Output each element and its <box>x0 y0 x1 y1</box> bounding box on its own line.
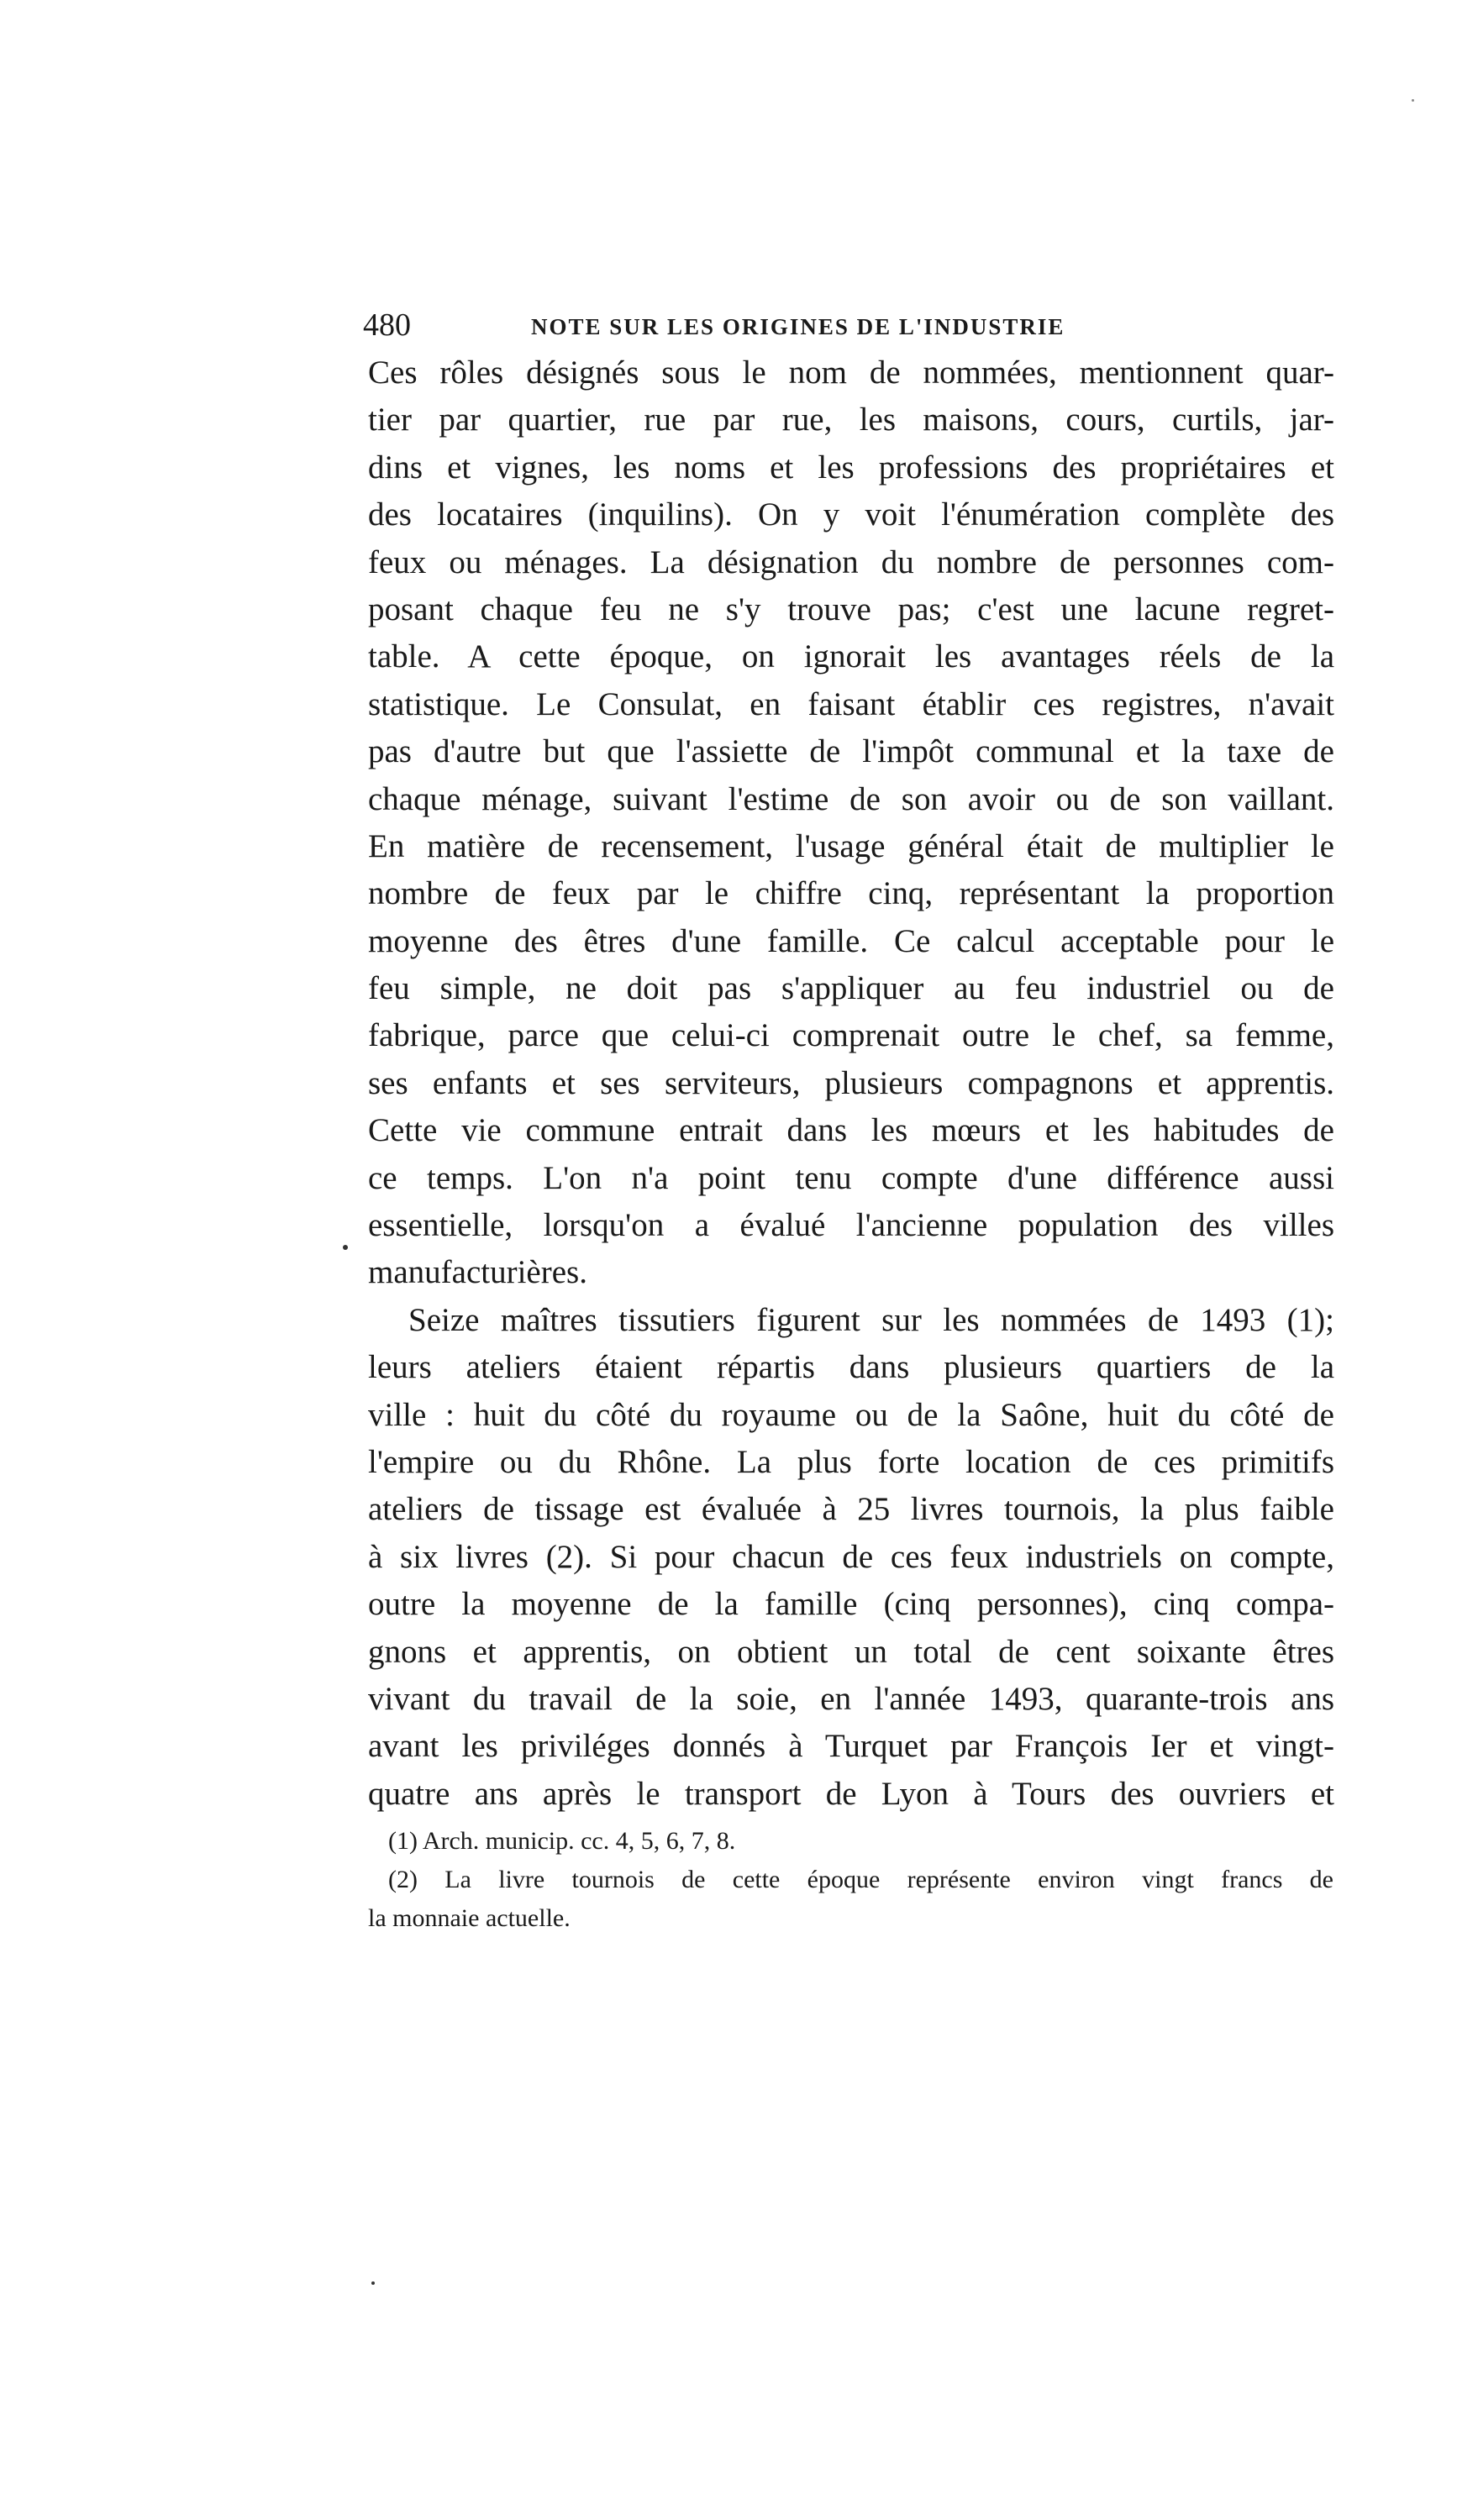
text-line: fabrique, parce que celui-ci comprenait outre le chef, sa femme, <box>368 1017 1334 1054</box>
text-line: feu simple, ne doit pas s'appliquer au feu industriel ou de <box>368 970 1334 1007</box>
footnotes <box>368 1822 1333 1938</box>
text-line: Cette vie commune entrait dans les mœurs et les habitudes de <box>368 1112 1334 1149</box>
text-line: ville : huit du côté du royaume ou de la Saône, huit du côté de <box>368 1396 1334 1433</box>
page-number: 480 <box>363 307 411 343</box>
text-line: statistique. Le Consulat, en faisant établir ces registres, n'avait <box>368 685 1334 722</box>
footnote-2: (2) La livre tournois de cette époque représente environ vingt francs de <box>388 1866 1333 1893</box>
footnote-1: (1) Arch. municip. cc. 4, 5, 6, 7, 8. <box>388 1827 736 1855</box>
text-line: tier par quartier, rue par rue, les maisons, cours, curtils, jar- <box>368 402 1334 438</box>
body-text <box>368 349 1334 1818</box>
text-line: des locataires (inquilins). On y voit l'énumération complète des <box>368 496 1334 533</box>
text-line: moyenne des êtres d'une famille. Ce calcul acceptable pour le <box>368 922 1334 959</box>
text-line: gnons et apprentis, on obtient un total de cent soixante êtres <box>368 1633 1334 1670</box>
ink-speck <box>371 2281 375 2285</box>
text-line: feux ou ménages. La désignation du nombre de personnes com- <box>368 543 1334 580</box>
text-line: Ces rôles désignés sous le nom de nommées, mentionnent quar- <box>368 354 1334 391</box>
page-header <box>363 304 1329 346</box>
running-title: NOTE SUR LES ORIGINES DE L'INDUSTRIE <box>531 314 1065 339</box>
ink-speck <box>1412 99 1414 102</box>
text-line: l'empire ou du Rhône. La plus forte location de ces primitifs <box>368 1443 1334 1480</box>
text-line: ses enfants et ses serviteurs, plusieurs compagnons et apprentis. <box>368 1064 1334 1101</box>
text-line: ce temps. L'on n'a point tenu compte d'une différence aussi <box>368 1159 1334 1196</box>
ink-speck <box>343 1245 348 1250</box>
text-line: vivant du travail de la soie, en l'année 1493, quarante-trois ans <box>368 1680 1334 1717</box>
text-line: outre la moyenne de la famille (cinq personnes), cinq compa- <box>368 1586 1334 1623</box>
text-line: dins et vignes, les noms et les professions des propriétaires et <box>368 449 1334 486</box>
text-line: à six livres (2). Si pour chacun de ces feux industriels on compte, <box>368 1538 1334 1575</box>
text-line: table. A cette époque, on ignorait les avantages réels de la <box>368 638 1334 675</box>
text-line: essentielle, lorsqu'on a évalué l'ancienne population des villes <box>368 1207 1334 1244</box>
text-line: Seize maîtres tissutiers figurent sur les nommées de 1493 (1); <box>408 1301 1334 1338</box>
text-line: chaque ménage, suivant l'estime de son avoir ou de son vaillant. <box>368 780 1334 817</box>
text-line: pas d'autre but que l'assiette de l'impôt communal et la taxe de <box>368 733 1334 770</box>
text-line: ateliers de tissage est évaluée à 25 livres tournois, la plus faible <box>368 1491 1334 1528</box>
text-line: En matière de recensement, l'usage général était de multiplier le <box>368 827 1334 864</box>
text-line: quatre ans après le transport de Lyon à Tours des ouvriers et <box>368 1775 1334 1812</box>
footnote-2-continued: la monnaie actuelle. <box>368 1904 571 1932</box>
text-line: manufacturières. <box>368 1254 587 1291</box>
text-line: avant les priviléges donnés à Turquet par François Ier et vingt- <box>368 1728 1334 1765</box>
text-line: posant chaque feu ne s'y trouve pas; c'est une lacune regret- <box>368 591 1334 627</box>
text-line: leurs ateliers étaient répartis dans plusieurs quartiers de la <box>368 1349 1334 1386</box>
text-line: nombre de feux par le chiffre cinq, représentant la proportion <box>368 875 1334 912</box>
